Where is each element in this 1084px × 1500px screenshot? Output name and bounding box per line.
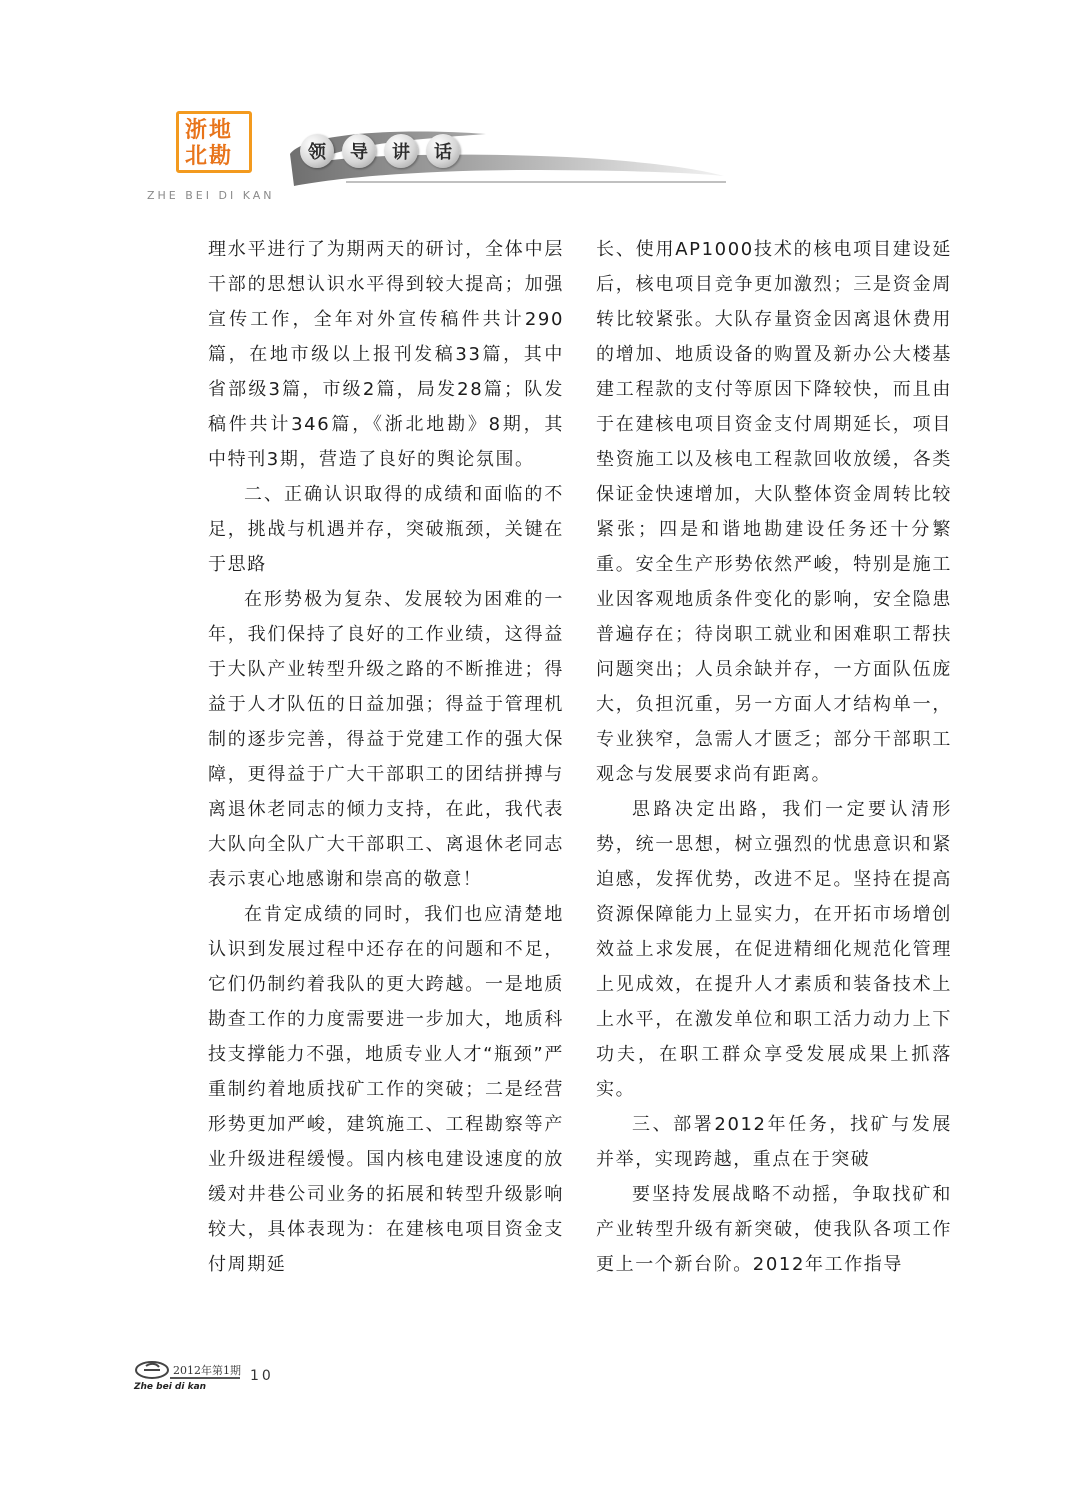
section-title-char: 导	[342, 134, 376, 168]
section-banner	[286, 124, 726, 190]
paragraph: 在形势极为复杂、发展较为困难的一年，我们保持了良好的工作业绩，这得益于大队产业转型升级之路的不断推进；得益于人才队伍的日益加强；得益于管理机制的逐步完善，得益于党建工作的强大保障，更得益于广大干部职工的团结拼搏与离退休老同志的倾力支持，在此，我代表大队向全队广大干部职工、离退休老同志表示衷心地感谢和崇高的敬意！	[208, 589, 564, 890]
footer-logo-icon	[134, 1360, 170, 1380]
paragraph: 要坚持发展战略不动摇，争取找矿和产业转型升级有新突破，使我队各项工作更上一个新台阶。2012年工作指导	[596, 1184, 952, 1275]
section-heading: 三、部署2012年任务，找矿与发展并举，实现跨越，重点在于突破	[596, 1114, 952, 1170]
paragraph: 在肯定成绩的同时，我们也应清楚地认识到发展过程中还存在的问题和不足，它们仍制约着我队的更大跨越。一是地质勘查工作的力度需要进一步加大，地质科技支撑能力不强，地质专业人才“瓶颈”严重制约着地质找矿工作的突破；二是经营形势更加严峻，建筑施工、工程勘察等产业升级进程缓慢。国内核电建设速度的放缓对井巷公司业务的拓展和转型升级影响较大，具体表现为：在建核电项目资金支付周期延	[208, 904, 564, 1275]
logo-subtitle: ZHE BEI DI KAN	[147, 189, 275, 202]
section-title-char: 话	[426, 134, 460, 168]
paragraph: 理水平进行了为期两天的研讨，全体中层干部的思想认识水平得到较大提高；加强宣传工作，全年对外宣传稿件共计290篇，在地市级以上报刊发稿33篇，其中省部级3篇，市级2篇，局发28篇；队发稿件共计346篇，《浙北地勘》8期，其中特刊3期，营造了良好的舆论氛围。	[208, 239, 564, 470]
footer-magazine-name: Zhe bei di kan	[134, 1382, 207, 1392]
paragraph: 长、使用AP1000技术的核电项目建设延后，核电项目竞争更加激烈；三是资金周转比较紧张。大队存量资金因离退休费用的增加、地质设备的购置及新办公大楼基建工程款的支付等原因下降较快，而且由于在建核电项目资金支付周期延长，项目垫资施工以及核电工程款回收放缓，各类保证金快速增加，大队整体资金周转比较紧张；四是和谐地勘建设任务还十分繁重。安全生产形势依然严峻，特别是施工业因客观地质条件变化的影响，安全隐患普遍存在；待岗职工就业和困难职工帮扶问题突出；人员余缺并存，一方面队伍庞大，负担沉重，另一方面人才结构单一，专业狭窄，急需人才匮乏；部分干部职工观念与发展要求尚有距离。	[596, 239, 952, 785]
section-title-char: 讲	[384, 134, 418, 168]
magazine-logo	[176, 111, 252, 173]
left-column	[208, 232, 564, 1282]
paragraph: 思路决定出路，我们一定要认清形势，统一思想，树立强烈的忧患意识和紧迫感，发挥优势，改进不足。坚持在提高资源保障能力上显实力，在开拓市场增创效益上求发展，在促进精细化规范化管理上见成效，在提升人才素质和装备技术上上水平，在激发单位和职工活力动力上下功夫，在职工群众享受发展成果上抓落实。	[596, 799, 952, 1100]
logo-text-line2: 北勘	[185, 143, 234, 169]
issue-label: 2012年第1期	[173, 1364, 241, 1377]
page-number: 10	[250, 1368, 274, 1384]
footer-rule	[170, 1377, 240, 1379]
right-column	[596, 232, 952, 1282]
section-heading: 二、正确认识取得的成绩和面临的不足，挑战与机遇并存，突破瓶颈，关键在于思路	[208, 484, 564, 575]
section-title	[300, 134, 460, 174]
logo-text-line1: 浙地	[185, 117, 234, 143]
section-title-char: 领	[300, 134, 334, 168]
